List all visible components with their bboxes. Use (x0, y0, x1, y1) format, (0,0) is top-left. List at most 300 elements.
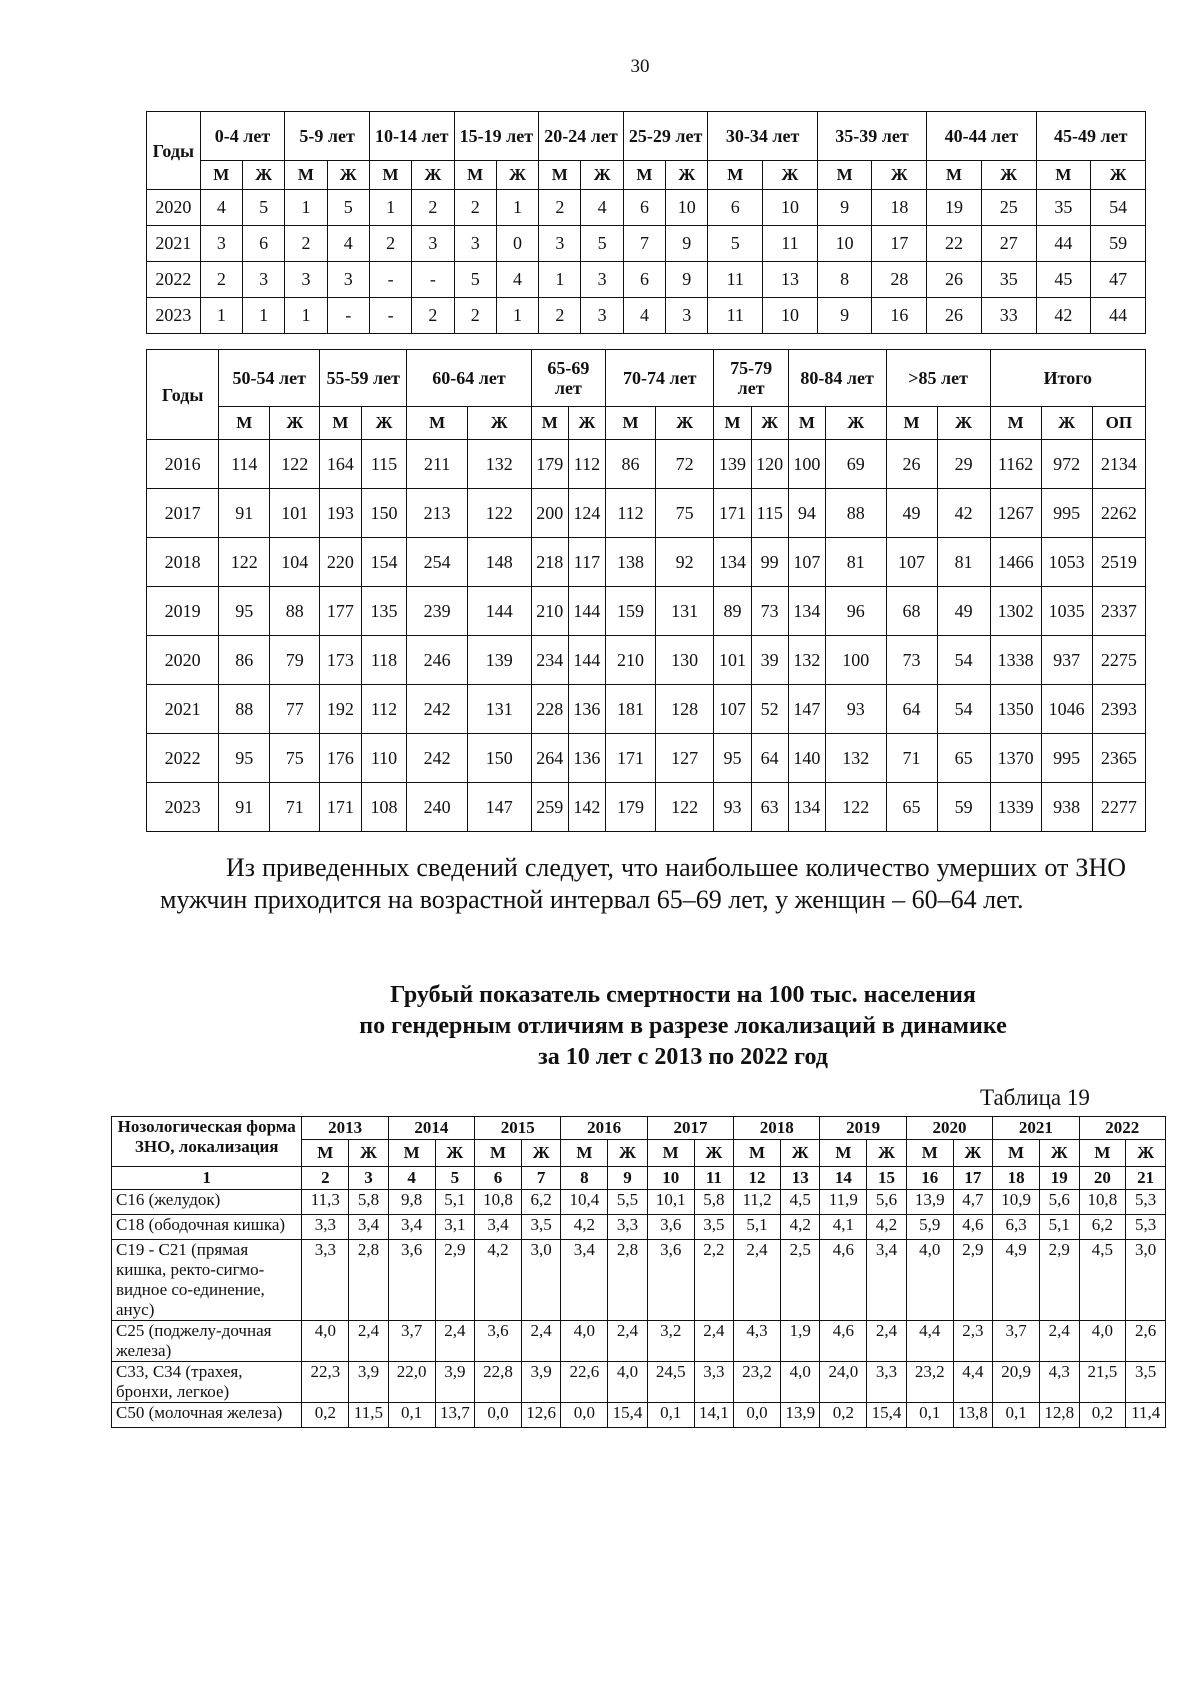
value-cell: 11 (708, 298, 763, 334)
value-cell: 2519 (1092, 538, 1145, 587)
value-cell: 2,9 (435, 1240, 475, 1321)
value-cell: 0,1 (993, 1403, 1040, 1428)
value-cell: 154 (361, 538, 407, 587)
sex-f-header: Ж (435, 1140, 475, 1167)
table-label: Таблица 19 (980, 1085, 1090, 1110)
value-cell: 24,0 (820, 1362, 867, 1403)
value-cell: 132 (467, 440, 531, 489)
value-cell: 6,3 (993, 1215, 1040, 1240)
value-cell: 3 (666, 298, 708, 334)
value-cell: 3,4 (867, 1240, 907, 1321)
value-cell: 972 (1041, 440, 1092, 489)
value-cell: 147 (788, 685, 825, 734)
value-cell: 5,3 (1126, 1190, 1166, 1215)
value-cell: 100 (788, 440, 825, 489)
mortality-table-19 (111, 1116, 1166, 1428)
value-cell: 2,4 (521, 1321, 561, 1362)
value-cell: 44 (1091, 298, 1146, 334)
value-cell: 210 (531, 587, 568, 636)
value-cell: 13,7 (435, 1403, 475, 1428)
table-row (147, 298, 1146, 334)
age-group-header: 0-4 лет (200, 112, 285, 161)
value-cell: 91 (219, 783, 270, 832)
value-cell: 3,3 (302, 1215, 349, 1240)
value-cell: 144 (467, 587, 531, 636)
value-cell: 2134 (1092, 440, 1145, 489)
value-cell: 264 (531, 734, 568, 783)
value-cell: 5 (242, 190, 284, 226)
value-cell: 9 (817, 190, 872, 226)
sex-f-header: Ж (666, 161, 708, 190)
value-cell: 6 (242, 226, 284, 262)
sex-m-header: М (820, 1140, 867, 1167)
value-cell: 11,5 (349, 1403, 389, 1428)
value-cell: 1 (496, 298, 538, 334)
value-cell: - (327, 298, 369, 334)
value-cell: 86 (219, 636, 270, 685)
value-cell: 22,0 (388, 1362, 435, 1403)
value-cell: 2 (539, 190, 581, 226)
value-cell: 4,2 (867, 1215, 907, 1240)
value-cell: 11,9 (820, 1190, 867, 1215)
sex-m-header: М (320, 407, 361, 440)
value-cell: 4,0 (302, 1321, 349, 1362)
value-cell: 122 (655, 783, 713, 832)
value-cell: 147 (467, 783, 531, 832)
value-cell: 122 (825, 783, 886, 832)
value-cell: 107 (788, 538, 825, 587)
value-cell: 127 (655, 734, 713, 783)
value-cell: 2 (369, 226, 411, 262)
value-cell: 93 (714, 783, 751, 832)
year-cell: 2020 (147, 190, 201, 226)
value-cell: 134 (714, 538, 751, 587)
value-cell: 101 (270, 489, 320, 538)
value-cell: 3,3 (608, 1215, 648, 1240)
value-cell: 95 (219, 734, 270, 783)
value-cell: 118 (361, 636, 407, 685)
value-cell: 135 (361, 587, 407, 636)
value-cell: 0,1 (906, 1403, 953, 1428)
value-cell: 2,4 (734, 1240, 781, 1321)
value-cell: 115 (751, 489, 788, 538)
value-cell: 3,5 (694, 1215, 734, 1240)
value-cell: 3,7 (388, 1321, 435, 1362)
value-cell: 4,0 (780, 1362, 820, 1403)
value-cell: 5,1 (734, 1215, 781, 1240)
table-row (112, 1403, 1166, 1428)
value-cell: 3,9 (521, 1362, 561, 1403)
value-cell: 150 (361, 489, 407, 538)
value-cell: 104 (270, 538, 320, 587)
column-number: 12 (734, 1167, 781, 1190)
table-row (147, 636, 1146, 685)
nosology-header: Нозологическая форма ЗНО, локализация (112, 1117, 302, 1167)
sex-f-header: Ж (521, 1140, 561, 1167)
value-cell: 75 (270, 734, 320, 783)
sex-f-header: Ж (763, 161, 818, 190)
value-cell: 11 (763, 226, 818, 262)
total-header: Итого (990, 350, 1145, 407)
column-number: 1 (112, 1167, 302, 1190)
age-group-header: 40-44 лет (927, 112, 1036, 161)
nosology-name-cell: С18 (ободочная кишка) (112, 1215, 302, 1240)
sex-f-header: Ж (608, 1140, 648, 1167)
value-cell: 26 (927, 298, 982, 334)
value-cell: 4,0 (561, 1321, 608, 1362)
value-cell: 13 (763, 262, 818, 298)
value-cell: 112 (568, 440, 605, 489)
value-cell: 26 (886, 440, 937, 489)
value-cell: 2,2 (694, 1240, 734, 1321)
year-header: 2022 (1079, 1117, 1166, 1140)
sex-m-header: М (407, 407, 468, 440)
value-cell: 4,4 (906, 1321, 953, 1362)
value-cell: 0,2 (1079, 1403, 1126, 1428)
value-cell: 25 (981, 190, 1036, 226)
value-cell: 938 (1041, 783, 1092, 832)
value-cell: 2275 (1092, 636, 1145, 685)
nosology-name-cell: С19 - С21 (прямая кишка, ректо-сигмо-видное со-единение, анус) (112, 1240, 302, 1321)
value-cell: 2,4 (867, 1321, 907, 1362)
value-cell: 9,8 (388, 1190, 435, 1215)
sex-f-header: Ж (327, 161, 369, 190)
value-cell: 11 (708, 262, 763, 298)
value-cell: 159 (606, 587, 656, 636)
value-cell: 29 (937, 440, 990, 489)
section-title (0, 980, 1200, 1073)
age-group-header: 75-79 лет (714, 350, 788, 407)
value-cell: 1,9 (780, 1321, 820, 1362)
value-cell: 3,4 (349, 1215, 389, 1240)
value-cell: 13,8 (953, 1403, 993, 1428)
value-cell: 2,9 (1039, 1240, 1079, 1321)
sex-m-header: М (623, 161, 665, 190)
value-cell: 72 (655, 440, 713, 489)
value-cell: 1 (200, 298, 242, 334)
value-cell: 140 (788, 734, 825, 783)
value-cell: 69 (825, 440, 886, 489)
value-cell: 4,5 (780, 1190, 820, 1215)
value-cell: 1046 (1041, 685, 1092, 734)
column-number: 13 (780, 1167, 820, 1190)
value-cell: 6 (623, 262, 665, 298)
value-cell: 1 (539, 262, 581, 298)
value-cell: 3,6 (647, 1215, 694, 1240)
sex-m-header: М (714, 407, 751, 440)
value-cell: 22,3 (302, 1362, 349, 1403)
value-cell: 5 (581, 226, 623, 262)
age-group-header: 15-19 лет (454, 112, 539, 161)
value-cell: 54 (1091, 190, 1146, 226)
value-cell: 2,5 (780, 1240, 820, 1321)
value-cell: 2,4 (1039, 1321, 1079, 1362)
value-cell: 4,4 (953, 1362, 993, 1403)
value-cell: 11,2 (734, 1190, 781, 1215)
value-cell: 4,6 (953, 1215, 993, 1240)
value-cell: 3,4 (561, 1240, 608, 1321)
value-cell: 171 (320, 783, 361, 832)
value-cell: 88 (219, 685, 270, 734)
value-cell: 2277 (1092, 783, 1145, 832)
year-header: 2020 (906, 1117, 992, 1140)
sex-m-header: М (539, 161, 581, 190)
value-cell: 173 (320, 636, 361, 685)
sex-f-header: Ж (1039, 1140, 1079, 1167)
value-cell: 2 (539, 298, 581, 334)
value-cell: 81 (825, 538, 886, 587)
value-cell: 4,0 (906, 1240, 953, 1321)
value-cell: 0,1 (388, 1403, 435, 1428)
value-cell: 1053 (1041, 538, 1092, 587)
value-cell: 0 (496, 226, 538, 262)
value-cell: 95 (219, 587, 270, 636)
age-group-header: 50-54 лет (219, 350, 320, 407)
sex-f-header: Ж (694, 1140, 734, 1167)
value-cell: 93 (825, 685, 886, 734)
value-cell: 18 (872, 190, 927, 226)
value-cell: 8 (817, 262, 872, 298)
column-number: 18 (993, 1167, 1040, 1190)
value-cell: 9 (817, 298, 872, 334)
corner-header: Годы (147, 112, 201, 190)
value-cell: 3 (581, 298, 623, 334)
value-cell: 2,4 (349, 1321, 389, 1362)
value-cell: 5,9 (906, 1215, 953, 1240)
sex-m-header: М (302, 1140, 349, 1167)
value-cell: 139 (714, 440, 751, 489)
value-cell: 193 (320, 489, 361, 538)
value-cell: 122 (219, 538, 270, 587)
column-number: 15 (867, 1167, 907, 1190)
sex-m-header: М (1036, 161, 1091, 190)
value-cell: 4 (327, 226, 369, 262)
nosology-name-cell: С16 (желудок) (112, 1190, 302, 1215)
age-group-header: 10-14 лет (369, 112, 454, 161)
sex-m-header: М (788, 407, 825, 440)
year-header: 2015 (475, 1117, 561, 1140)
column-number: 9 (608, 1167, 648, 1190)
year-cell: 2018 (147, 538, 219, 587)
value-cell: 115 (361, 440, 407, 489)
value-cell: 4,6 (820, 1240, 867, 1321)
year-cell: 2023 (147, 298, 201, 334)
value-cell: 71 (886, 734, 937, 783)
value-cell: 10 (763, 298, 818, 334)
value-cell: 1 (242, 298, 284, 334)
value-cell: 5,3 (1126, 1215, 1166, 1240)
value-cell: 42 (1036, 298, 1091, 334)
value-cell: 6,2 (1079, 1215, 1126, 1240)
value-cell: 54 (937, 685, 990, 734)
value-cell: 4 (581, 190, 623, 226)
value-cell: 52 (751, 685, 788, 734)
value-cell: 86 (606, 440, 656, 489)
age-group-header: 65-69 лет (531, 350, 605, 407)
value-cell: 176 (320, 734, 361, 783)
value-cell: 33 (981, 298, 1036, 334)
value-cell: 131 (655, 587, 713, 636)
value-cell: 2,4 (694, 1321, 734, 1362)
value-cell: 10 (817, 226, 872, 262)
value-cell: 6,2 (521, 1190, 561, 1215)
page-number: 30 (630, 56, 650, 77)
value-cell: 242 (407, 685, 468, 734)
value-cell: 2 (200, 262, 242, 298)
value-cell: 9 (666, 262, 708, 298)
value-cell: 150 (467, 734, 531, 783)
year-cell: 2016 (147, 440, 219, 489)
sex-m-header: М (886, 407, 937, 440)
value-cell: 22,8 (475, 1362, 522, 1403)
sex-f-header: Ж (349, 1140, 389, 1167)
value-cell: 68 (886, 587, 937, 636)
value-cell: 177 (320, 587, 361, 636)
value-cell: 5 (327, 190, 369, 226)
value-cell: 5,6 (1039, 1190, 1079, 1215)
value-cell: 0,2 (820, 1403, 867, 1428)
value-cell: 92 (655, 538, 713, 587)
sex-f-header: Ж (825, 407, 886, 440)
value-cell: 71 (270, 783, 320, 832)
value-cell: 117 (568, 538, 605, 587)
year-cell: 2021 (147, 226, 201, 262)
table-row (112, 1215, 1166, 1240)
value-cell: 234 (531, 636, 568, 685)
value-cell: 4 (623, 298, 665, 334)
value-cell: 107 (714, 685, 751, 734)
sex-m-header: М (531, 407, 568, 440)
value-cell: 9 (666, 226, 708, 262)
value-cell: 3,4 (475, 1215, 522, 1240)
value-cell: 91 (219, 489, 270, 538)
value-cell: 136 (568, 685, 605, 734)
value-cell: 23,2 (734, 1362, 781, 1403)
value-cell: 3,0 (1126, 1240, 1166, 1321)
year-cell: 2022 (147, 262, 201, 298)
value-cell: 47 (1091, 262, 1146, 298)
value-cell: 1339 (990, 783, 1041, 832)
value-cell: 1162 (990, 440, 1041, 489)
value-cell: 39 (751, 636, 788, 685)
sex-m-header: М (561, 1140, 608, 1167)
age-group-header: 55-59 лет (320, 350, 407, 407)
table-row (147, 226, 1146, 262)
value-cell: 7 (623, 226, 665, 262)
sex-f-header: Ж (751, 407, 788, 440)
column-number: 2 (302, 1167, 349, 1190)
value-cell: 3,6 (388, 1240, 435, 1321)
sex-f-header: Ж (872, 161, 927, 190)
value-cell: 3,7 (993, 1321, 1040, 1362)
value-cell: 4,6 (820, 1321, 867, 1362)
value-cell: 132 (825, 734, 886, 783)
value-cell: 242 (407, 734, 468, 783)
sex-m-header: М (708, 161, 763, 190)
sex-f-header: Ж (581, 161, 623, 190)
value-cell: 88 (270, 587, 320, 636)
value-cell: 179 (531, 440, 568, 489)
age-group-header: >85 лет (886, 350, 990, 407)
table-row (147, 734, 1146, 783)
year-cell: 2020 (147, 636, 219, 685)
value-cell: 73 (751, 587, 788, 636)
value-cell: 254 (407, 538, 468, 587)
sex-f-header: Ж (1041, 407, 1092, 440)
table-row (147, 190, 1146, 226)
value-cell: 11,4 (1126, 1403, 1166, 1428)
value-cell: 0,0 (475, 1403, 522, 1428)
column-number: 5 (435, 1167, 475, 1190)
age-group-header: 70-74 лет (606, 350, 714, 407)
column-number: 14 (820, 1167, 867, 1190)
value-cell: 2337 (1092, 587, 1145, 636)
value-cell: 112 (361, 685, 407, 734)
value-cell: 122 (270, 440, 320, 489)
value-cell: 2365 (1092, 734, 1145, 783)
year-header: 2021 (993, 1117, 1079, 1140)
value-cell: 5,5 (608, 1190, 648, 1215)
value-cell: 2393 (1092, 685, 1145, 734)
value-cell: 2,4 (608, 1321, 648, 1362)
value-cell: 108 (361, 783, 407, 832)
value-cell: 1338 (990, 636, 1041, 685)
corner-header: Годы (147, 350, 219, 440)
value-cell: 1302 (990, 587, 1041, 636)
value-cell: 114 (219, 440, 270, 489)
sex-m-header: М (990, 407, 1041, 440)
column-number: 16 (906, 1167, 953, 1190)
year-header: 2016 (561, 1117, 647, 1140)
value-cell: 142 (568, 783, 605, 832)
age-group-header: 30-34 лет (708, 112, 817, 161)
value-cell: 65 (937, 734, 990, 783)
value-cell: 3,0 (521, 1240, 561, 1321)
value-cell: 3 (539, 226, 581, 262)
value-cell: 128 (655, 685, 713, 734)
total-op-header: ОП (1092, 407, 1145, 440)
sex-f-header: Ж (1126, 1140, 1166, 1167)
value-cell: 77 (270, 685, 320, 734)
value-cell: 4,0 (608, 1362, 648, 1403)
sex-f-header: Ж (270, 407, 320, 440)
value-cell: 3,5 (521, 1215, 561, 1240)
value-cell: 239 (407, 587, 468, 636)
value-cell: 3,1 (435, 1215, 475, 1240)
value-cell: 112 (606, 489, 656, 538)
value-cell: 2,8 (608, 1240, 648, 1321)
table-row (147, 440, 1146, 489)
value-cell: 81 (937, 538, 990, 587)
sex-f-header: Ж (780, 1140, 820, 1167)
value-cell: 4,5 (1079, 1240, 1126, 1321)
value-cell: 2,6 (1126, 1321, 1166, 1362)
value-cell: 124 (568, 489, 605, 538)
value-cell: 44 (1036, 226, 1091, 262)
value-cell: 1370 (990, 734, 1041, 783)
value-cell: 1 (285, 298, 327, 334)
age-table-0-49 (146, 111, 1146, 334)
column-number: 10 (647, 1167, 694, 1190)
column-number: 8 (561, 1167, 608, 1190)
value-cell: 220 (320, 538, 361, 587)
value-cell: 2 (285, 226, 327, 262)
value-cell: 65 (886, 783, 937, 832)
age-group-header: 80-84 лет (788, 350, 886, 407)
age-table-50-plus (146, 349, 1146, 832)
value-cell: 122 (467, 489, 531, 538)
nosology-name-cell: С33, С34 (трахея, бронхи, легкое) (112, 1362, 302, 1403)
